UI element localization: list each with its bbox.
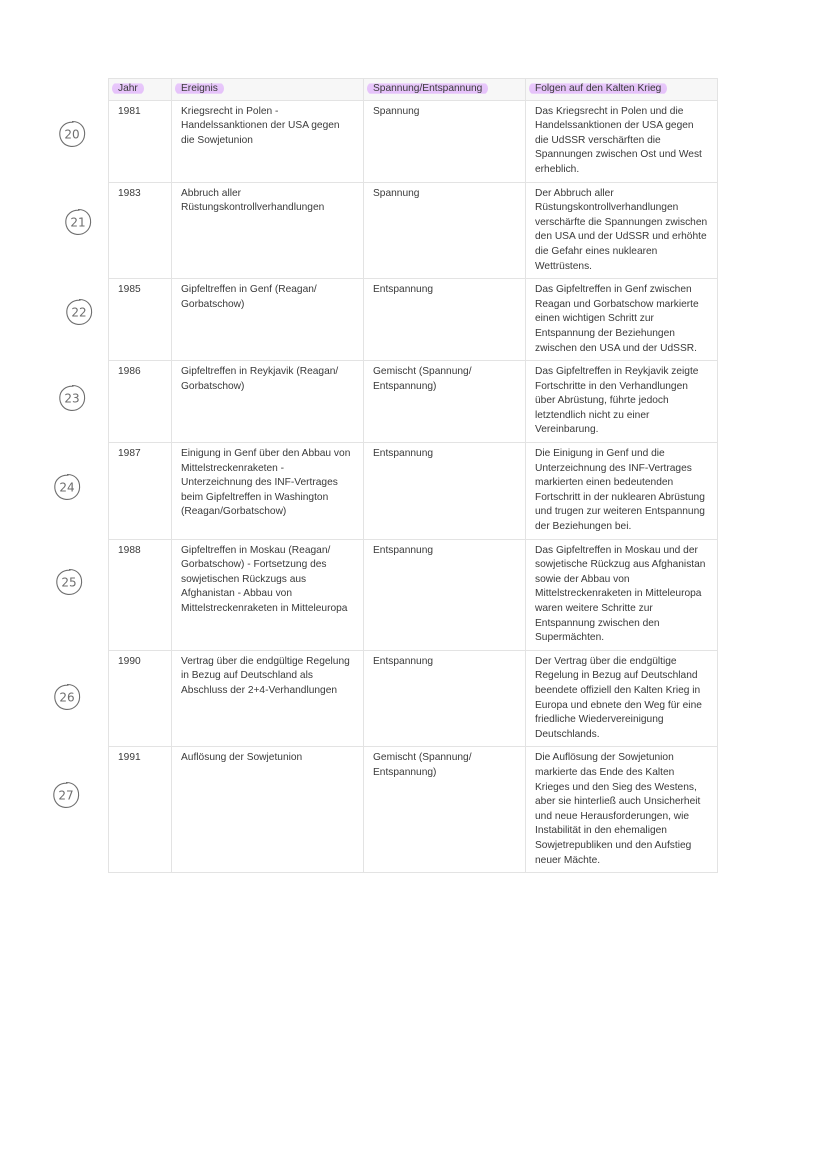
cell-tension: Entspannung xyxy=(364,443,526,540)
circle-mark-icon xyxy=(57,383,87,413)
cell-tension: Gemischt (Spannung/ Entspannung) xyxy=(364,361,526,443)
margin-number-label: 27 xyxy=(58,788,74,803)
margin-number-label: 24 xyxy=(59,480,75,495)
cell-consequences: Die Auflösung der Sowjetunion markierte das Ende des Kalten Krieges und den Sieg des Westens, aber sie hinterließ auch Unsicherheit und neue Herausforderungen, wie Instabilität in den ehemaligen Sowjetrepubliken und den Aufstieg neuer Mächte. xyxy=(526,747,718,873)
cell-consequences: Der Abbruch aller Rüstungskontrollverhandlungen verschärfte die Spannungen zwischen den USA und der UdSSR und erhöhte die Gefahr eines nuklearen Wettrüstens. xyxy=(526,182,718,279)
cell-event: Abbruch aller Rüstungskontrollverhandlungen xyxy=(172,182,364,279)
margin-number-label: 26 xyxy=(59,690,75,705)
table-row xyxy=(109,747,718,873)
circle-mark-icon xyxy=(54,567,84,597)
cold-war-events-table xyxy=(108,78,718,873)
table-row xyxy=(109,100,718,182)
margin-number-label: 25 xyxy=(61,575,77,590)
margin-number-21 xyxy=(63,207,93,237)
margin-number-label: 22 xyxy=(71,305,87,320)
circle-mark-icon xyxy=(51,780,81,810)
margin-number-27 xyxy=(51,780,81,810)
header-consequences xyxy=(526,79,718,101)
table-row xyxy=(109,539,718,650)
circle-mark-icon xyxy=(64,297,94,327)
cell-tension: Gemischt (Spannung/ Entspannung) xyxy=(364,747,526,873)
cell-year: 1991 xyxy=(109,747,172,873)
cell-event: Gipfeltreffen in Reykjavik (Reagan/ Gorbatschow) xyxy=(172,361,364,443)
margin-number-label: 23 xyxy=(64,391,80,406)
cell-tension: Entspannung xyxy=(364,650,526,747)
cell-consequences: Der Vertrag über die endgültige Regelung in Bezug auf Deutschland beendete offiziell den Kalten Krieg in Europa und ebnete den Weg für eine friedliche Wiedervereinigung Deutschlands. xyxy=(526,650,718,747)
margin-number-22 xyxy=(64,297,94,327)
cell-year: 1987 xyxy=(109,443,172,540)
circle-mark-icon xyxy=(52,682,82,712)
margin-number-23 xyxy=(57,383,87,413)
cell-year: 1981 xyxy=(109,100,172,182)
cell-event: Gipfeltreffen in Genf (Reagan/ Gorbatschow) xyxy=(172,279,364,361)
header-year xyxy=(109,79,172,101)
cell-consequences: Das Gipfeltreffen in Reykjavik zeigte Fortschritte in den Verhandlungen über Abrüstung, führte jedoch letztendlich nicht zu einer Vereinbarung. xyxy=(526,361,718,443)
table-row xyxy=(109,650,718,747)
margin-number-label: 20 xyxy=(64,127,80,142)
cell-event: Kriegsrecht in Polen - Handelssanktionen der USA gegen die Sowjetunion xyxy=(172,100,364,182)
cell-event: Gipfeltreffen in Moskau (Reagan/ Gorbatschow) - Fortsetzung des sowjetischen Rückzugs aus Afghanistan - Abbau von Mittelstreckenraketen in Mitteleuropa xyxy=(172,539,364,650)
cell-consequences: Das Gipfeltreffen in Moskau und der sowjetische Rückzug aus Afghanistan sowie der Abbau von Mittelstreckenraketen in Mitteleuropa waren weitere Schritte zur Entspannung zwischen den Supermächten. xyxy=(526,539,718,650)
cell-year: 1983 xyxy=(109,182,172,279)
margin-number-26 xyxy=(52,682,82,712)
table-row xyxy=(109,182,718,279)
circle-mark-icon xyxy=(52,472,82,502)
margin-number-24 xyxy=(52,472,82,502)
table-row xyxy=(109,443,718,540)
cell-consequences: Die Einigung in Genf und die Unterzeichnung des INF-Vertrages markierten einen bedeutenden Fortschritt in der nuklearen Abrüstung und trugen zur weiteren Entspannung der Beziehungen bei. xyxy=(526,443,718,540)
cell-event: Einigung in Genf über den Abbau von Mittelstreckenraketen - Unterzeichnung des INF-Vertrages beim Gipfeltreffen in Washington (Reagan/Gorbatschow) xyxy=(172,443,364,540)
cell-year: 1988 xyxy=(109,539,172,650)
table-row xyxy=(109,361,718,443)
margin-number-label: 21 xyxy=(70,215,86,230)
cell-consequences: Das Kriegsrecht in Polen und die Handelssanktionen der USA gegen die UdSSR verschärften die Spannungen zwischen Ost und West erheblich. xyxy=(526,100,718,182)
margin-number-25 xyxy=(54,567,84,597)
header-event-label: Ereignis xyxy=(175,82,224,95)
margin-number-20 xyxy=(57,119,87,149)
header-consequences-label: Folgen auf den Kalten Krieg xyxy=(529,82,667,95)
table-row xyxy=(109,279,718,361)
table-header-row xyxy=(109,79,718,101)
cell-consequences: Das Gipfeltreffen in Genf zwischen Reagan und Gorbatschow markierte einen wichtigen Schritt zur Entspannung der Beziehungen zwischen den USA und der UdSSR. xyxy=(526,279,718,361)
cell-tension: Entspannung xyxy=(364,279,526,361)
cell-year: 1986 xyxy=(109,361,172,443)
circle-mark-icon xyxy=(63,207,93,237)
cell-year: 1985 xyxy=(109,279,172,361)
cell-tension: Spannung xyxy=(364,182,526,279)
cell-tension: Spannung xyxy=(364,100,526,182)
header-event xyxy=(172,79,364,101)
cell-year: 1990 xyxy=(109,650,172,747)
cell-event: Auflösung der Sowjetunion xyxy=(172,747,364,873)
header-tension xyxy=(364,79,526,101)
circle-mark-icon xyxy=(57,119,87,149)
cell-event: Vertrag über die endgültige Regelung in Bezug auf Deutschland als Abschluss der 2+4-Verhandlungen xyxy=(172,650,364,747)
header-year-label: Jahr xyxy=(112,82,144,95)
header-tension-label: Spannung/Entspannung xyxy=(367,82,488,95)
cell-tension: Entspannung xyxy=(364,539,526,650)
